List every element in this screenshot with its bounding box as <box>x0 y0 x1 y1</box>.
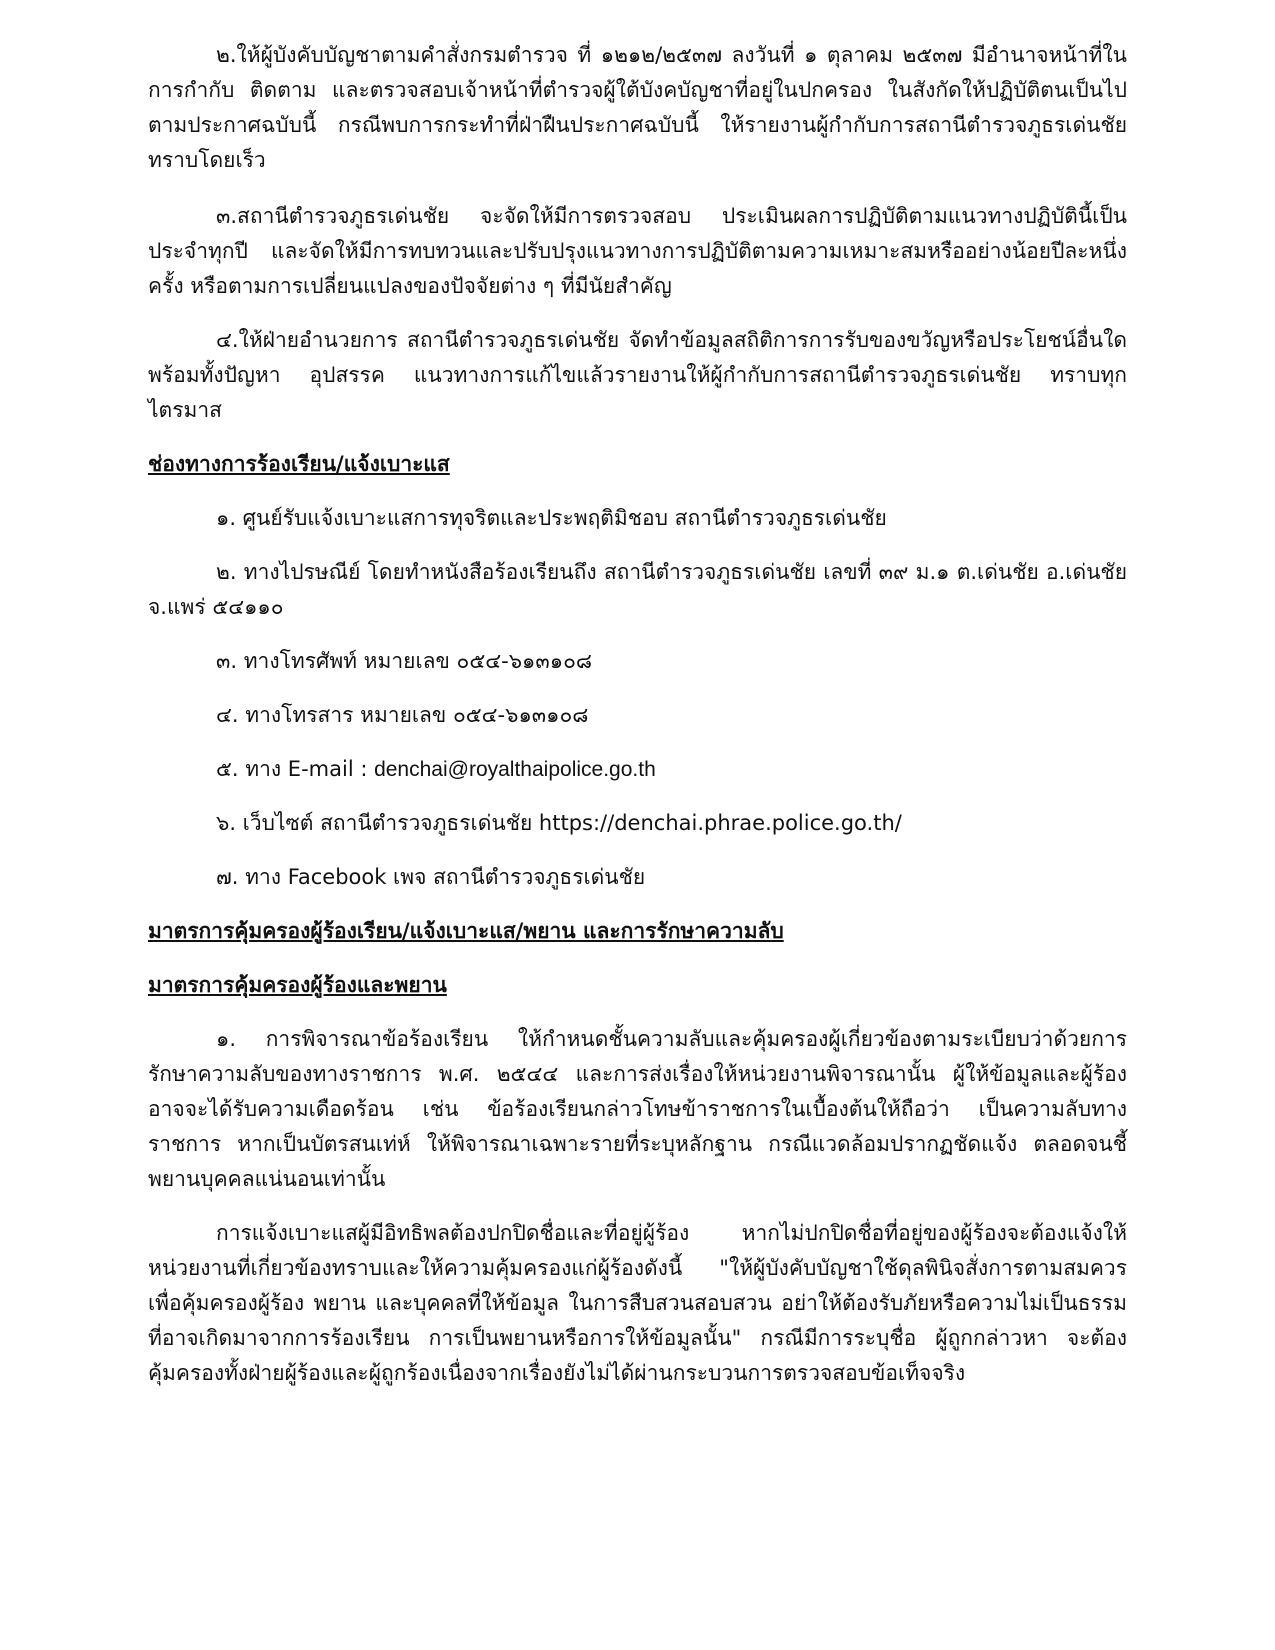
channel-item-7: ๗. ทาง Facebook เพจ สถานีตำรวจภูธรเด่นชัย <box>216 865 646 889</box>
channel-item-1: ๑. ศูนย์รับแจ้งเบาะแสการทุจริตและประพฤติมิชอบ สถานีตำรวจภูธรเด่นชัย <box>216 506 887 530</box>
channel-item-6: ๖. เว็บไซต์ สถานีตำรวจภูธรเด่นชัย https://denchai.phrae.police.go.th/ <box>216 811 902 835</box>
channel-item-4: ๔. ทางโทรสาร หมายเลข ๐๕๔-๖๑๓๑๐๘ <box>216 703 589 727</box>
channel-email-prefix: ๕. ทาง E-mail : <box>216 757 375 781</box>
channel-item-5 <box>148 752 1127 787</box>
channel-email-link[interactable]: denchai@royalthaipolice.go.th <box>374 758 656 781</box>
paragraph-3: ๓.สถานีตำรวจภูธรเด่นชัย จะจัดให้มีการตรวจสอบ ประเมินผลการปฏิบัติตามแนวทางปฏิบัตินี้เป็นประจำทุกปี และจัดให้มีการทบทวนและปรับปรุงแนวทางการปฏิบัติตามความเหมาะสมหรืออย่างน้อยปีละหนึ่งครั้ง หรือตามการเปลี่ยนแปลงของปัจจัยต่าง ๆ ที่มีนัยสำคัญ <box>148 204 1127 298</box>
document-page <box>148 38 1127 1391</box>
channel-item-2: ๒. ทางไปรษณีย์ โดยทำหนังสือร้องเรียนถึง สถานีตำรวจภูธรเด่นชัย เลขที่ ๓๙ ม.๑ ต.เด่นชัย อ.เด่นชัย จ.แพร่ ๕๔๑๑๐ <box>148 560 1127 619</box>
protection-paragraph-2: การแจ้งเบาะแสผู้มีอิทธิพลต้องปกปิดชื่อและที่อยู่ผู้ร้อง หากไม่ปกปิดชื่อที่อยู่ของผู้ร้องจะต้องแจ้งให้หน่วยงานที่เกี่ยวข้องทราบและให้ความคุ้มครองแก่ผู้ร้องดังนี้ "ให้ผู้บังคับบัญชาใช้ดุลพินิจสั่งการตามสมควรเพื่อคุ้มครองผู้ร้อง พยาน และบุคคลที่ให้ข้อมูล ในการสืบสวนสอบสวน อย่าให้ต้องรับภัยหรือความไม่เป็นธรรม ที่อาจเกิดมาจากการร้องเรียน การเป็นพยานหรือการให้ข้อมูลนั้น" กรณีมีการระบุชื่อ ผู้ถูกกล่าวหา จะต้องคุ้มครองทั้งฝ่ายผู้ร้องและผู้ถูกร้องเนื่องจากเรื่องยังไม่ได้ผ่านกระบวนการตรวจสอบข้อเท็จจริง <box>148 1221 1127 1385</box>
channels-heading: ช่องทางการร้องเรียน/แจ้งเบาะแส <box>148 452 450 476</box>
paragraph-2: ๒.ให้ผู้บังคับบัญชาตามคำสั่งกรมตำรวจ ที่ ๑๒๑๒/๒๕๓๗ ลงวันที่ ๑ ตุลาคม ๒๕๓๗ มีอำนาจหน้าที่ในการกำกับ ติดตาม และตรวจสอบเจ้าหน้าที่ตำรวจผู้ใต้บังคบัญชาที่อยู่ในปกครอง ในสังกัดให้ปฏิบัติตนเป็นไปตามประกาศฉบับนี้ กรณีพบการกระทำที่ฝ่าฝืนประกาศฉบับนี้ ให้รายงานผู้กำกับการสถานีตำรวจภูธรเด่นชัย ทราบโดยเร็ว <box>148 43 1127 172</box>
paragraph-4: ๔.ให้ฝ่ายอำนวยการ สถานีตำรวจภูธรเด่นชัย จัดทำข้อมูลสถิติการการรับของขวัญหรือประโยชน์อื่นใดพร้อมทั้งปัญหา อุปสรรค แนวทางการแก้ไขแล้วรายงานให้ผู้กำกับการสถานีตำรวจภูธรเด่นชัย ทราบทุกไตรมาส <box>148 328 1127 422</box>
protection-subheading: มาตรการคุ้มครองผู้ร้องและพยาน <box>148 973 447 997</box>
protection-heading: มาตรการคุ้มครองผู้ร้องเรียน/แจ้งเบาะแส/พยาน และการรักษาความลับ <box>148 919 784 943</box>
protection-paragraph-1: ๑. การพิจารณาข้อร้องเรียน ให้กำหนดชั้นความลับและคุ้มครองผู้เกี่ยวข้องตามระเบียบว่าด้วยการรักษาความลับของทางราชการ พ.ศ. ๒๕๔๔ และการส่งเรื่องให้หน่วยงานพิจารณานั้น ผู้ให้ข้อมูลและผู้ร้อง อาจจะได้รับความเดือดร้อน เช่น ข้อร้องเรียนกล่าวโทษข้าราชการในเบื้องต้นให้ถือว่า เป็นความลับทางราชการ หากเป็นบัตรสนเท่ห์ ให้พิจารณาเฉพาะรายที่ระบุหลักฐาน กรณีแวดล้อมปรากฏชัดแจ้ง ตลอดจนชี้พยานบุคคลแน่นอนเท่านั้น <box>148 1027 1127 1191</box>
channel-item-3: ๓. ทางโทรศัพท์ หมายเลข ๐๕๔-๖๑๓๑๐๘ <box>216 649 593 673</box>
